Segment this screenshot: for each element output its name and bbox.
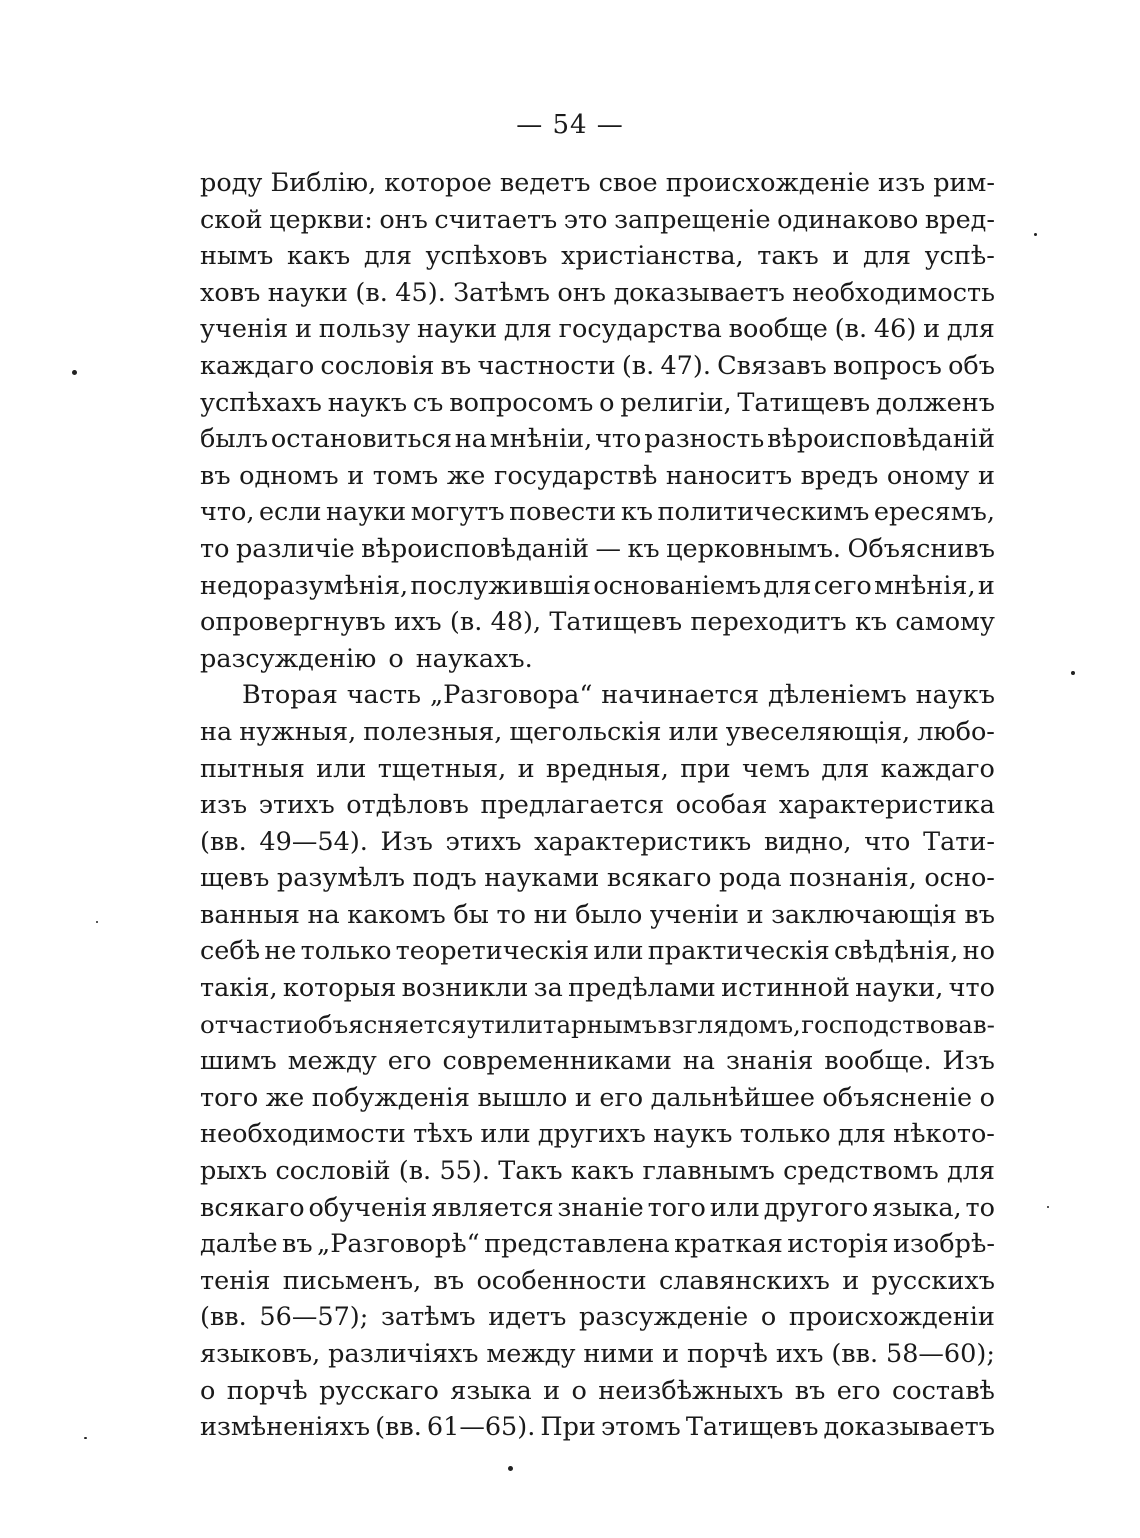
text-line: того же побужденія вышло и его дальнѣйшее объясненіе о: [200, 1082, 995, 1113]
scan-speck: [1071, 671, 1075, 675]
text-line: далѣе въ „Разговорѣ“ представлена краткая исторія изобрѣ-: [200, 1229, 995, 1260]
text-line: что, если науки могутъ повести къ политическимъ ересямъ,: [200, 497, 995, 528]
text-line: нымъ какъ для успѣховъ христіанства, такъ и для успѣ-: [200, 241, 995, 272]
text-line: ховъ науки (в. 45). Затѣмъ онъ доказываетъ необходимость: [200, 277, 995, 308]
scan-speck: [1047, 1206, 1049, 1208]
text-line: пытныя или тщетныя, и вредныя, при чемъ для каждаго: [200, 753, 995, 784]
text-line: на нужныя, полезныя, щегольскія или увеселяющія, любо-: [200, 716, 995, 747]
text-line: (вв. 49—54). Изъ этихъ характеристикъ видно, что Тати-: [200, 826, 995, 857]
text-line: (вв. 56—57); затѣмъ идетъ разсужденіе о происхожденіи: [200, 1302, 995, 1333]
text-line: измѣненіяхъ (вв. 61—65). При этомъ Татищевъ доказываетъ: [200, 1412, 995, 1443]
text-line: роду Библію, которое ведетъ свое происхожденіе изъ рим-: [200, 168, 995, 198]
text-line: необходимости тѣхъ или другихъ наукъ только для нѣкото-: [200, 1119, 995, 1150]
scan-speck: [96, 921, 98, 923]
text-line: о порчѣ русскаго языка и о неизбѣжныхъ въ его составѣ: [200, 1375, 995, 1406]
text-line: щевъ разумѣлъ подъ науками всякаго рода познанія, осно-: [200, 863, 995, 894]
text-line: рыхъ сословій (в. 55). Такъ какъ главнымъ средствомъ для: [200, 1156, 995, 1187]
text-line: опровергнувъ ихъ (в. 48), Татищевъ переходитъ къ самому: [200, 607, 995, 638]
text-line: успѣхахъ наукъ съ вопросомъ о религіи, Татищевъ долженъ: [200, 387, 995, 418]
text-line: былъ остановиться на мнѣніи, что разность вѣроисповѣданій: [200, 424, 995, 455]
scan-speck: [84, 1437, 87, 1439]
body-text: [200, 165, 995, 1446]
text-line: въ одномъ и томъ же государствѣ наноситъ вредъ оному и: [200, 460, 995, 491]
text-line: всякаго обученія является знаніе того или другого языка, то: [200, 1192, 995, 1223]
text-line: себѣ не только теоретическія или практическія свѣдѣнія, но: [200, 936, 995, 967]
text-line: шимъ между его современниками на знанія вообще. Изъ: [200, 1046, 995, 1077]
text-line: тенія письменъ, въ особенности славянскихъ и русскихъ: [200, 1265, 995, 1296]
text-line: ученія и пользу науки для государства вообще (в. 46) и для: [200, 314, 995, 345]
text-line: недоразумѣнія, послужившія основаніемъ для сего мнѣнія, и: [200, 570, 995, 601]
text-line: отчасти объясняется утилитарнымъ взглядомъ, господствовав-: [200, 1009, 995, 1039]
text-line: то различіе вѣроисповѣданій — къ церковнымъ. Объяснивъ: [200, 533, 995, 564]
scan-speck: [508, 1466, 513, 1471]
text-line: такія, которыя возникли за предѣлами истинной науки, что: [200, 973, 995, 1004]
text-line: ванныя на какомъ бы то ни было ученіи и заключающія въ: [200, 899, 995, 930]
text-line: изъ этихъ отдѣловъ предлагается особая характеристика: [200, 790, 995, 821]
text-line: языковъ, различіяхъ между ними и порчѣ ихъ (вв. 58—60);: [200, 1339, 995, 1369]
text-line: Вторая часть „Разговора“ начинается дѣленіемъ наукъ: [242, 680, 995, 711]
page-number: — 54 —: [516, 110, 624, 140]
text-line: каждаго сословія въ частности (в. 47). Связавъ вопросъ объ: [200, 350, 995, 381]
text-line: ской церкви: онъ считаетъ это запрещеніе одинаково вред-: [200, 204, 995, 235]
scan-speck: [1034, 233, 1037, 236]
text-line: разсужденію о наукахъ.: [200, 643, 533, 674]
scan-speck: [72, 370, 77, 375]
